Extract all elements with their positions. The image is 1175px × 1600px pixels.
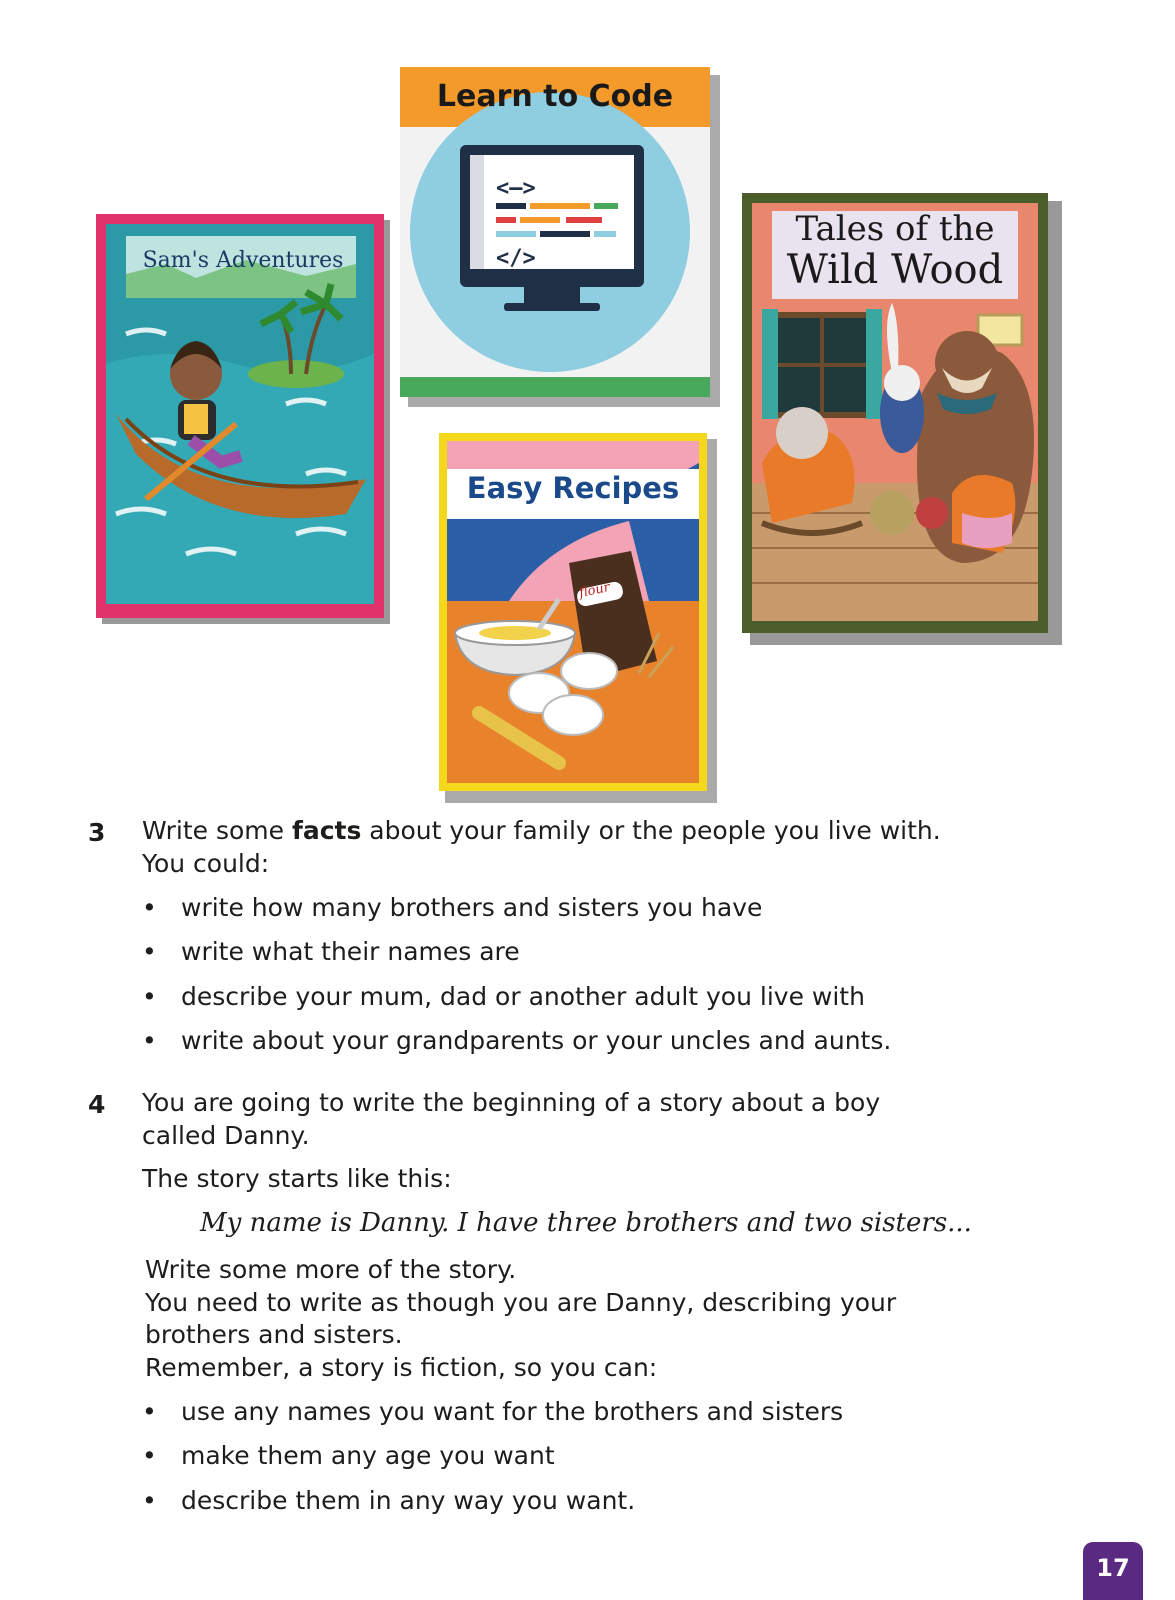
book-cover-tales-of-the-wild-wood	[742, 193, 1062, 645]
sams-adventures-title: Sam's Adventures	[142, 248, 344, 273]
page-number-badge: 17	[1083, 1542, 1143, 1600]
book-cover-sams-adventures	[96, 214, 390, 624]
question-4-instruction-1: Write some more of the story.	[145, 1255, 517, 1284]
question-4-line1: You are going to write the beginning of a story about a boy	[142, 1088, 881, 1117]
question-3-number: 3	[88, 818, 106, 847]
easy-recipes-title: Easy Recipes	[466, 471, 680, 505]
svg-text:<—>: <—>	[496, 176, 536, 201]
sams-adventures-illustration	[96, 214, 390, 624]
question-3-intro: Write some facts about your family or the people you live with.	[142, 816, 941, 845]
learn-to-code-title: Learn to Code	[436, 79, 674, 114]
question-4-line2: called Danny.	[142, 1121, 310, 1150]
wild-wood-title-line1: Tales of the	[795, 209, 995, 249]
question-4-number: 4	[88, 1090, 106, 1119]
wild-wood-title-line2: Wild Wood	[786, 247, 1004, 293]
svg-text:</>: </>	[496, 246, 536, 271]
question-4-instruction-4: Remember, a story is fiction, so you can:	[145, 1353, 658, 1382]
question-3-you-could: You could:	[142, 849, 270, 878]
story-start-quote: My name is Danny. I have three brothers and two sisters...	[200, 1208, 972, 1238]
flour-bag-label: flour	[577, 579, 612, 602]
facts-bold: facts	[291, 816, 362, 845]
question-4-instruction-3: brothers and sisters.	[145, 1320, 403, 1349]
learn-to-code-illustration	[400, 67, 720, 407]
question-4-line3: The story starts like this:	[142, 1164, 452, 1193]
book-cover-learn-to-code	[400, 67, 720, 407]
question-4-instruction-2: You need to write as though you are Danny, describing your	[145, 1288, 897, 1317]
book-cover-easy-recipes	[439, 433, 717, 803]
